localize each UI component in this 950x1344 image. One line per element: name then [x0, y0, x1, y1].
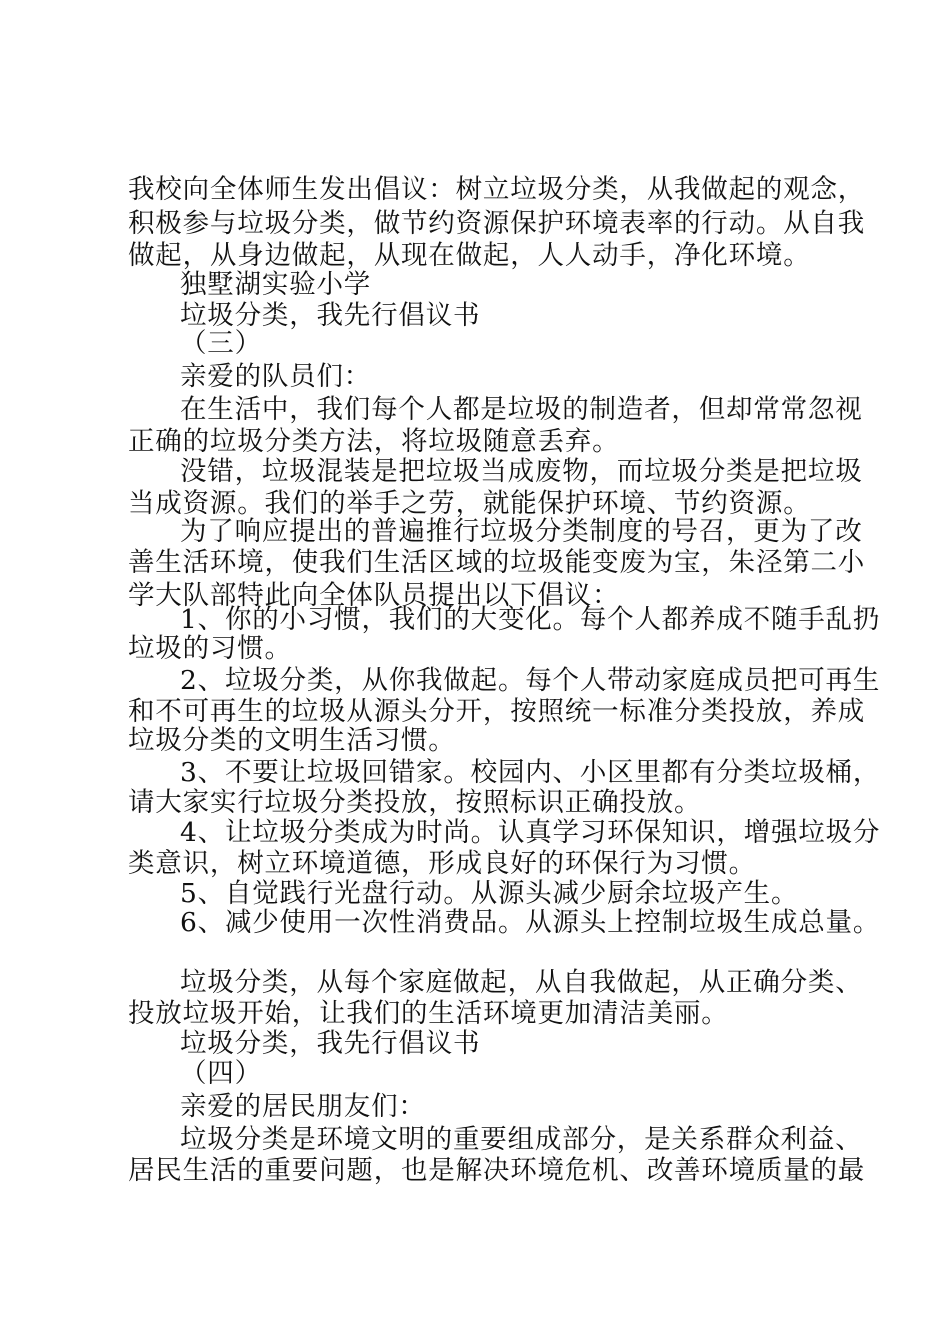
- proposal-item-continued: 和不可再生的垃圾从源头分开，按照统一标准分类投放，养成: [128, 696, 866, 727]
- proposal-item-continued: 类意识，树立环境道德，形成良好的环保行为习惯。: [128, 848, 756, 879]
- paragraph-line: 居民生活的重要问题，也是解决环境危机、改善环境质量的最: [128, 1155, 866, 1186]
- paragraph-line: 为了响应提出的普遍推行垃圾分类制度的号召，更为了改: [180, 516, 863, 547]
- closing-paragraph-line: 垃圾分类，从每个家庭做起，从自我做起，从正确分类、: [180, 967, 863, 998]
- paragraph-line: 在生活中，我们每个人都是垃圾的制造者，但却常常忽视: [180, 394, 863, 425]
- section-title: 垃圾分类，我先行倡议书: [180, 1028, 481, 1059]
- section-number: （四）: [180, 1058, 262, 1089]
- proposal-item: 5、自觉践行光盘行动。从源头减少厨余垃圾产生。: [180, 878, 799, 909]
- paragraph-line: 垃圾分类是环境文明的重要组成部分，是关系群众利益、: [180, 1124, 863, 1155]
- proposal-item: 3、不要让垃圾回错家。校园内、小区里都有分类垃圾桶，: [180, 757, 881, 788]
- body-text-line: 积极参与垃圾分类，做节约资源保护环境表率的行动。从自我: [128, 208, 866, 239]
- proposal-item-continued: 垃圾的习惯。: [128, 633, 292, 664]
- proposal-item: 4、让垃圾分类成为时尚。认真学习环保知识，增强垃圾分: [180, 817, 881, 848]
- signature-school: 独墅湖实验小学: [180, 269, 372, 300]
- paragraph-line: 当成资源。我们的举手之劳，就能保护环境、节约资源。: [128, 488, 811, 519]
- salutation: 亲爱的队员们：: [180, 361, 372, 392]
- paragraph-line: 善生活环境，使我们生活区域的垃圾能变废为宝，朱泾第二小: [128, 547, 866, 578]
- body-text-line: 我校向全体师生发出倡议：树立垃圾分类，从我做起的观念，: [128, 174, 866, 205]
- proposal-item: 1、你的小习惯，我们的大变化。每个人都养成不随手乱扔: [180, 604, 881, 635]
- paragraph-line: 学大队部特此向全体队员提出以下倡议：: [128, 580, 620, 611]
- section-title: 垃圾分类，我先行倡议书: [180, 300, 481, 331]
- paragraph-line: 正确的垃圾分类方法，将垃圾随意丢弃。: [128, 426, 620, 457]
- proposal-item-continued: 垃圾分类的文明生活习惯。: [128, 725, 456, 756]
- section-number: （三）: [180, 328, 262, 359]
- proposal-item: 6、减少使用一次性消费品。从源头上控制垃圾生成总量。: [180, 907, 881, 938]
- body-text-line: 做起，从身边做起，从现在做起，人人动手，净化环境。: [128, 240, 811, 271]
- proposal-item-continued: 请大家实行垃圾分类投放，按照标识正确投放。: [128, 787, 702, 818]
- paragraph-line: 没错，垃圾混装是把垃圾当成废物，而垃圾分类是把垃圾: [180, 456, 863, 487]
- salutation: 亲爱的居民朋友们：: [180, 1091, 426, 1122]
- proposal-item: 2、垃圾分类，从你我做起。每个人带动家庭成员把可再生: [180, 665, 881, 696]
- closing-paragraph-line: 投放垃圾开始，让我们的生活环境更加清洁美丽。: [128, 998, 729, 1029]
